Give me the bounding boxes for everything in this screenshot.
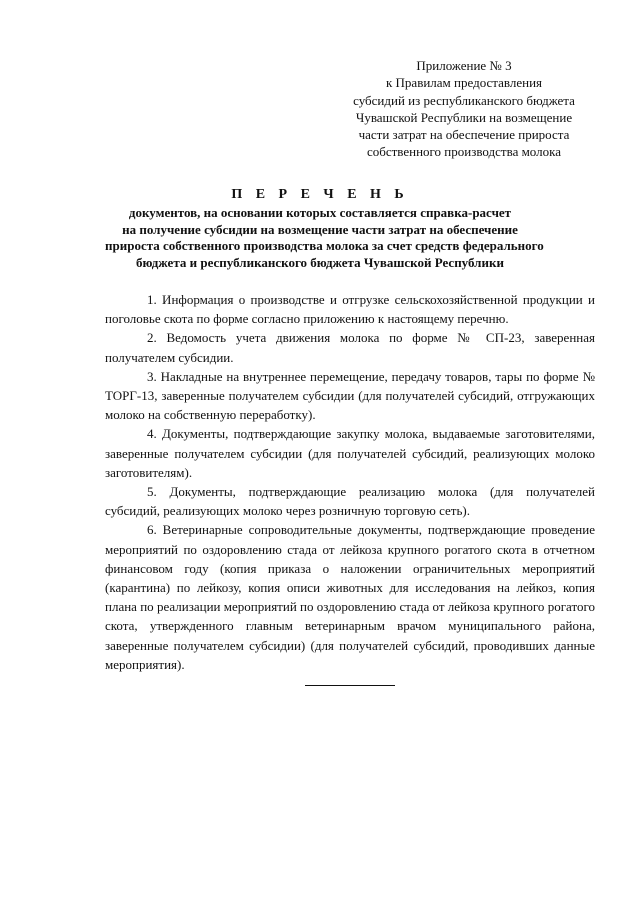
document-header (105, 185, 544, 271)
subtitle-line: на получение субсидии на возмещение части затрат на обеспечение (122, 221, 518, 237)
annex-line: к Правилам предоставления (385, 75, 543, 91)
subtitle-line: прироста собственного производства молока за счет средств федерального (105, 238, 544, 253)
annex-line: субсидий из республиканского бюджета (353, 92, 575, 108)
document-title: П Е Р Е Ч Е Н Ь (231, 187, 409, 202)
document-subtitle (105, 205, 544, 271)
annex-line: Чувашской Республики на возмещение (355, 109, 573, 125)
annex-line: части затрат на обеспечение прироста (358, 127, 570, 143)
closing-rule (305, 685, 395, 686)
subtitle-line: бюджета и республиканского бюджета Чувашской Республики (136, 254, 504, 270)
list-item: 3. Накладные на внутреннее перемещение, передачу товаров, тары по форме № ТОРГ-13, заверенные получателем субсидии (для получателей субсидий, отгружающих молоко на собственную переработку). (105, 368, 595, 423)
list-item: 5. Документы, подтверждающие реализацию молока (для получателей субсидий, реализующих молоко через розничную торговую сеть). (105, 484, 595, 519)
document-body (105, 290, 595, 674)
subtitle-line: документов, на основании которых составляется справка-расчет (128, 205, 512, 220)
annex-line: Приложение № 3 (416, 58, 512, 73)
list-item: 6. Ветеринарные сопроводительные документы, подтверждающие проведение мероприятий по оздоровлению стада от лейкоза крупного рогатого скота в отчетном финансовом году (копия приказа о наложении ограничительных мероприятий (карантина) по лейкозу, копия описи животных для исследования на лейкоз, копия плана по реализации мероприятий по оздоровлению стада от лейкоза крупного рогатого скота, утвержденного главным ветеринарным врачом муниципального района, заверенные получателем субсидии) (для получателей субсидий, проводивших данные мероприятия). (105, 522, 595, 672)
list-item: 1. Информация о производстве и отгрузке сельскохозяйственной продукции и поголовье скота по форме согласно приложению к настоящему перечню. (105, 292, 595, 327)
list-item: 4. Документы, подтверждающие закупку молока, выдаваемые заготовителями, заверенные получателем субсидии (для получателей субсидий, реализующих молоко заготовителям). (105, 426, 595, 480)
annex-reference (320, 57, 608, 161)
annex-line: собственного производства молока (366, 144, 562, 160)
list-item: 2. Ведомость учета движения молока по форме № СП-23, заверенная получателем субсидии. (105, 330, 595, 365)
